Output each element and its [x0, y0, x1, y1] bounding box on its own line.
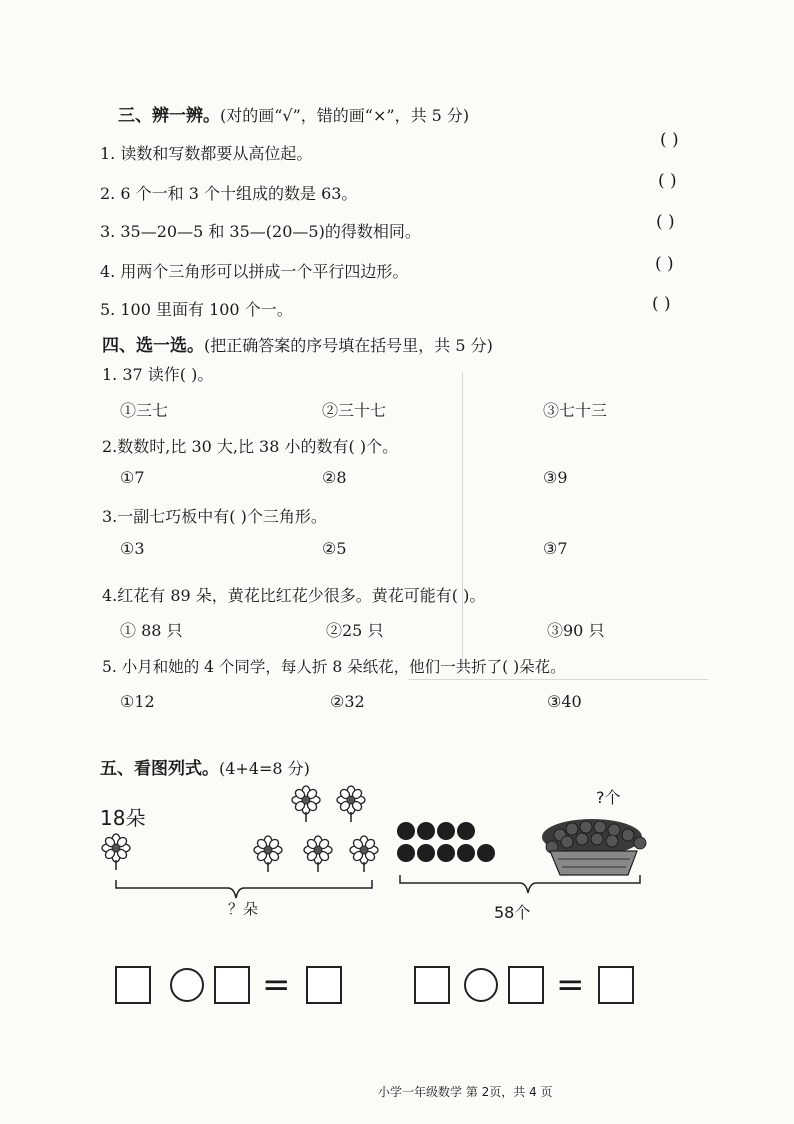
answer-paren-3[interactable]: ( ) — [656, 212, 675, 232]
item-text: 35—20—5 和 35—(20—5)的得数相同。 — [120, 222, 421, 241]
equals-sign: = — [556, 965, 585, 1005]
dot — [437, 844, 455, 862]
item-text: 100 里面有 100 个一。 — [120, 300, 293, 319]
flower-icon — [304, 836, 332, 872]
answer-box[interactable] — [306, 966, 342, 1004]
option-5-c[interactable]: ③40 — [547, 692, 582, 711]
flower-total-label: 18朵 — [100, 806, 146, 830]
answer-box[interactable] — [115, 966, 151, 1004]
item-number: 1. — [100, 144, 116, 163]
scan-shadow-line — [408, 679, 708, 680]
dot — [417, 822, 435, 840]
section-5-note: (4+4=8 分) — [219, 759, 310, 778]
basket-unknown-label: ?个 — [596, 788, 621, 807]
flower-icon — [254, 836, 282, 872]
section-5-title: 五、看图列式。 — [100, 759, 219, 779]
option-3-b[interactable]: ②5 — [322, 539, 347, 558]
operator-circle[interactable] — [464, 968, 498, 1002]
answer-paren-1[interactable]: ( ) — [660, 130, 679, 150]
flower-icon — [350, 836, 378, 872]
choice-question-4: 4.红花有 89 朵，黄花比红花少很多。黄花可能有( )。 — [102, 586, 486, 605]
item-text: 用两个三角形可以拼成一个平行四边形。 — [120, 262, 409, 281]
dots-basket-figure — [392, 815, 672, 925]
choice-question-1: 1. 37 读作( )。 — [102, 365, 214, 384]
choice-question-3: 3.一副七巧板中有( )个三角形。 — [102, 507, 327, 526]
basket-icon — [542, 819, 646, 875]
section-3-header — [118, 101, 469, 126]
dot — [417, 844, 435, 862]
flower-icon — [337, 786, 365, 822]
option-2-c[interactable]: ③9 — [543, 468, 568, 487]
page-footer: 小学一年级数学 第 2页，共 4 页 — [378, 1085, 553, 1099]
answer-box[interactable] — [508, 966, 544, 1004]
item-number: 3. — [100, 222, 116, 241]
answer-box[interactable] — [598, 966, 634, 1004]
item-text: 6 个一和 3 个十组成的数是 63。 — [120, 184, 358, 203]
dot — [457, 822, 475, 840]
dot — [397, 822, 415, 840]
answer-paren-4[interactable]: ( ) — [655, 254, 674, 274]
dot — [457, 844, 475, 862]
option-4-c[interactable]: ③90 只 — [547, 621, 605, 640]
section-3-note: (对的画“√”，错的画“×”，共 5 分) — [220, 106, 470, 125]
basket-total-label: 58个 — [494, 903, 531, 922]
item-text: 读数和写数都要从高位起。 — [120, 144, 313, 163]
flower-icon — [292, 786, 320, 822]
judge-item-1 — [100, 141, 312, 164]
judge-item-5 — [100, 297, 293, 320]
choice-question-5: 5. 小月和她的 4 个同学，每人折 8 朵纸花，他们一共折了( )朵花。 — [102, 658, 566, 676]
section-3-title: 三、辨一辨。 — [118, 106, 220, 126]
choice-question-2: 2.数数时,比 30 大,比 38 小的数有( )个。 — [102, 437, 399, 456]
operator-circle[interactable] — [170, 968, 204, 1002]
dot — [437, 822, 455, 840]
item-number: 4. — [100, 262, 116, 281]
section-4-title: 四、选一选。 — [102, 336, 204, 356]
option-1-a[interactable]: ①三七 — [120, 401, 169, 420]
option-4-b[interactable]: ②25 只 — [326, 621, 384, 640]
item-number: 5. — [100, 300, 116, 319]
dots-group — [397, 822, 495, 862]
option-1-c[interactable]: ③七十三 — [543, 401, 608, 420]
judge-item-3 — [100, 219, 421, 242]
option-3-a[interactable]: ①3 — [120, 539, 145, 558]
equals-sign: = — [262, 965, 291, 1005]
dot — [397, 844, 415, 862]
option-4-a[interactable]: ① 88 只 — [120, 621, 183, 640]
judge-item-2 — [100, 181, 357, 204]
option-2-a[interactable]: ①7 — [120, 468, 145, 487]
dot — [477, 844, 495, 862]
option-5-a[interactable]: ①12 — [120, 692, 155, 711]
option-5-b[interactable]: ②32 — [330, 692, 365, 711]
option-3-c[interactable]: ③7 — [543, 539, 568, 558]
section-4-note: (把正确答案的序号填在括号里，共 5 分) — [204, 336, 493, 355]
answer-paren-5[interactable]: ( ) — [652, 294, 671, 314]
brace — [400, 875, 640, 893]
item-number: 2. — [100, 184, 116, 203]
flower-icon — [102, 834, 130, 870]
answer-box[interactable] — [414, 966, 450, 1004]
scan-shadow-line — [462, 372, 463, 672]
brace — [116, 880, 372, 898]
answer-box[interactable] — [214, 966, 250, 1004]
option-2-b[interactable]: ②8 — [322, 468, 347, 487]
flower-unknown-label: ？朵 — [228, 900, 259, 918]
section-5-header — [100, 754, 310, 779]
option-1-b[interactable]: ②三十七 — [322, 401, 387, 420]
section-4-header — [102, 331, 493, 356]
answer-paren-2[interactable]: ( ) — [658, 171, 677, 191]
judge-item-4 — [100, 259, 408, 282]
